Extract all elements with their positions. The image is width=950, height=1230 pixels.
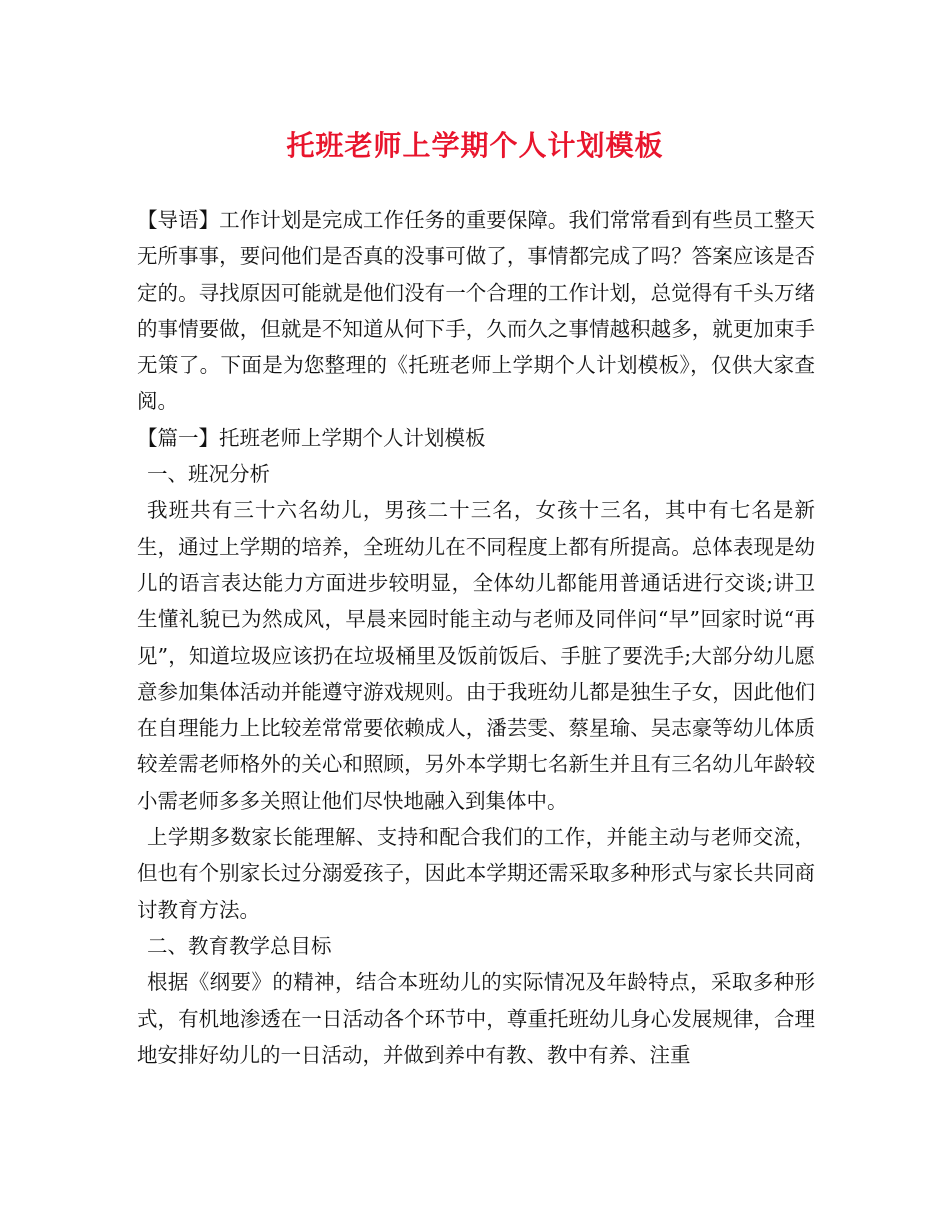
subheading-class-analysis: 一、班况分析: [147, 462, 270, 487]
document-title: 托班老师上学期个人计划模板: [286, 129, 664, 162]
intro-paragraph: 【导语】工作计划是完成工作任务的重要保障。我们常常看到有些员工整天无所事事，要问他们是否真的没事可做了，事情都完成了吗？答案应该是否定的。寻找原因可能就是他们没有一个合理的工作计划，总觉得有千头万绪的事情要做，但就是不知道从何下手，久而久之事情越积越多，就更加束手无策了。下面是为您整理的《托班老师上学期个人计划模板》，仅供大家查阅。: [137, 208, 815, 414]
class-analysis-paragraph: 我班共有三十六名幼儿，男孩二十三名，女孩十三名，其中有七名是新生，通过上学期的培养，全班幼儿在不同程度上都有所提高。总体表现是幼儿的语言表达能力方面进步较明显，全体幼儿都能用普通话进行交谈;讲卫生懂礼貌已为然成风，早晨来园时能主动与老师及同伴问“早”回家时说“再见”，知道垃圾应该扔在垃圾桶里及饭前饭后、手脏了要洗手;大部分幼儿愿意参加集体活动并能遵守游戏规则。由于我班幼儿都是独生子女，因此他们在自理能力上比较差常常要依赖成人，潘芸雯、蔡星瑜、吴志豪等幼儿体质较差需老师格外的关心和照顾，另外本学期七名新生并且有三名幼儿年龄较小需老师多多关照让他们尽快地融入到集体中。: [137, 498, 815, 813]
document-body: [137, 202, 815, 1073]
parents-paragraph: 上学期多数家长能理解、支持和配合我们的工作，并能主动与老师交流，但也有个别家长过分溺爱孩子，因此本学期还需采取多种形式与家长共同商讨教育方法。: [137, 825, 815, 922]
subheading-teaching-goals: 二、教育教学总目标: [147, 933, 332, 958]
section-heading-part-one: 【篇一】托班老师上学期个人计划模板: [137, 425, 486, 450]
teaching-goals-paragraph: 根据《纲要》的精神，结合本班幼儿的实际情况及年龄特点，采取多种形式，有机地渗透在一日活动各个环节中，尊重托班幼儿身心发展规律，合理地安排好幼儿的一日活动，并做到养中有教、教中有养、注重: [137, 970, 815, 1067]
